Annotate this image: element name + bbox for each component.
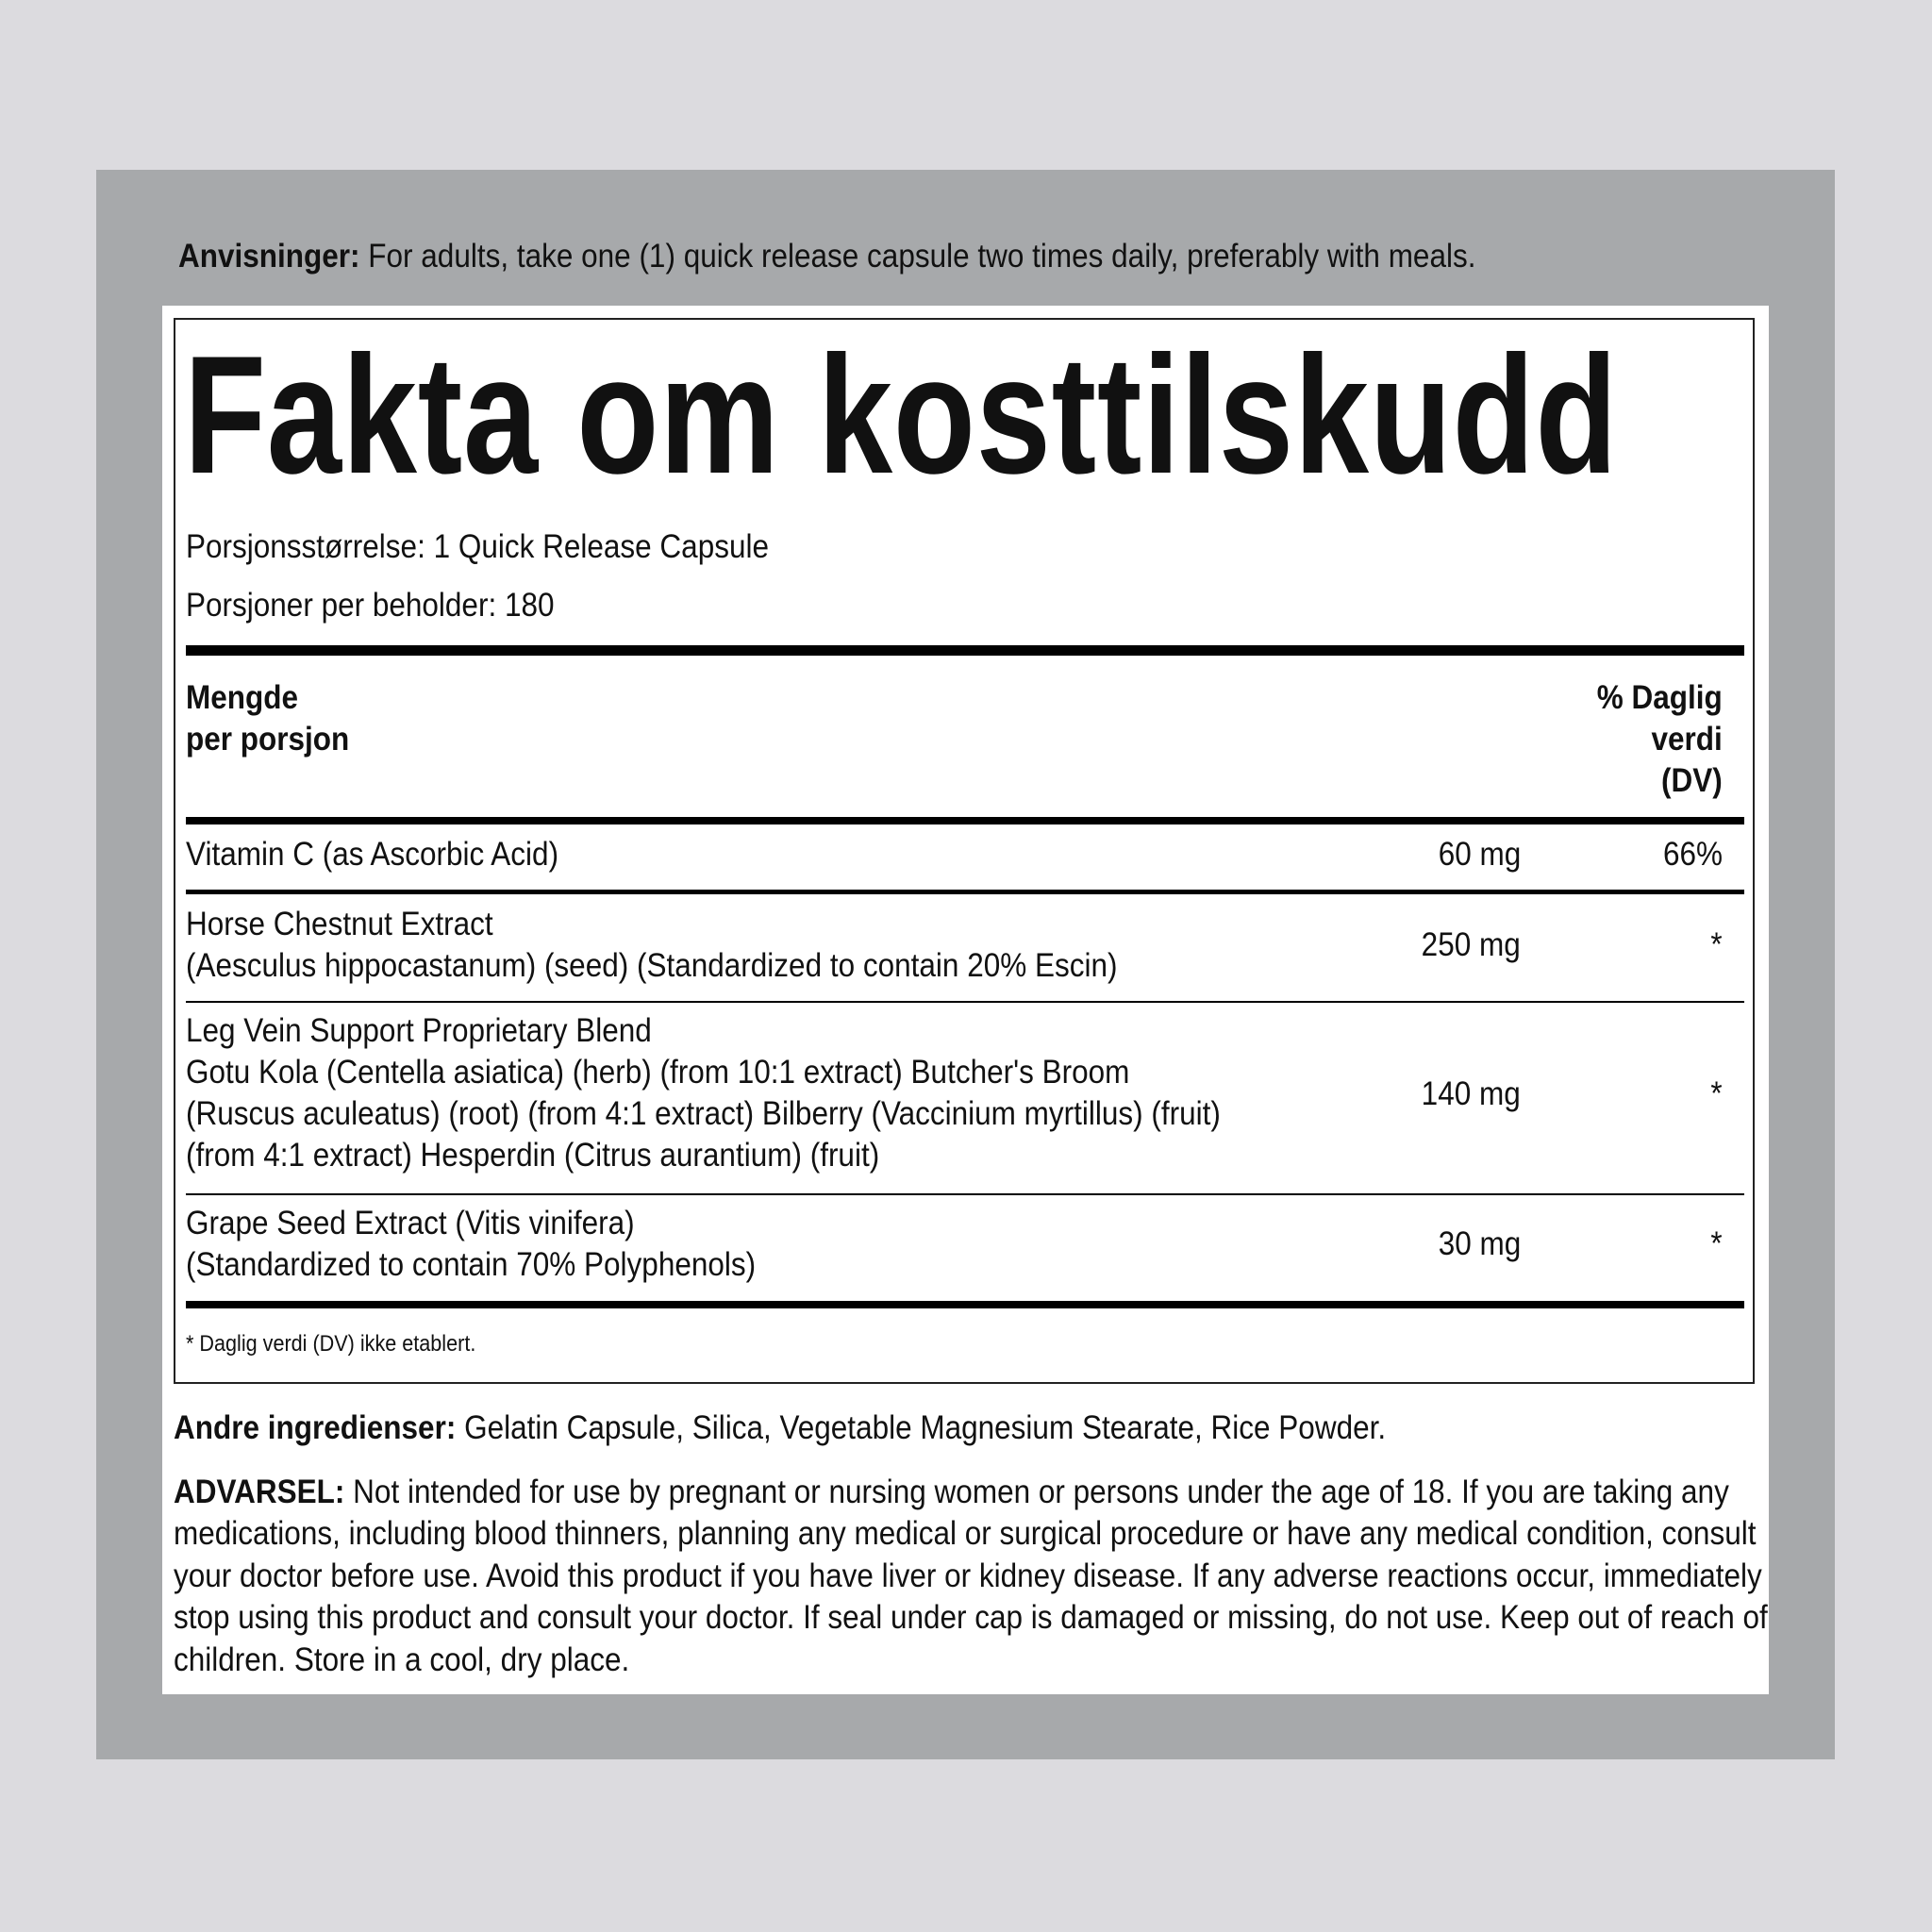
directions (178, 236, 1475, 277)
thick-divider (186, 817, 1744, 824)
ingredient-name: Leg Vein Support Proprietary Blend Gotu Kola (Centella asiatica) (herb) (from 10:1 extract) Butcher's Broom (Ruscus aculeatus) (root) (from 4:1 extract) Bilberry (Vaccinium myrtillus) (fruit) (from 4:1 extract) Hesperdin (Citrus aurantium) (fruit) (186, 1012, 1221, 1174)
directions-label: Anvisninger: (178, 238, 360, 275)
ingredient-amount: 60 mg (1438, 836, 1521, 873)
ingredient-amount: 140 mg (1421, 1075, 1521, 1112)
other-ingredients: Andre ingredienser: Gelatin Capsule, Silica, Vegetable Magnesium Stearate, Rice Powder. (174, 1409, 1387, 1446)
facts-title: Fakta om kosttilskudd (184, 321, 1619, 508)
divider (186, 890, 1744, 894)
ingredient-dv: * (1710, 926, 1723, 963)
ingredient-name: Grape Seed Extract (Vitis vinifera) (Standardized to contain 70% Polyphenols) (186, 1205, 757, 1283)
footnote: * Daglig verdi (DV) ikke etablert. (186, 1331, 476, 1357)
servings-per-container: Porsjoner per beholder: 180 (186, 587, 555, 624)
warning: ADVARSEL: Not intended for use by pregnant or nursing women or persons under the age of 18. If you are taking any medications, including blood thinners, planning any medical or surgical procedure or have any medical condition, consult your doctor before use. Avoid this product if you have liver or kidney disease. If any adverse reactions occur, immediately stop using this product and consult your doctor. If seal under cap is damaged or missing, do not use. Keep out of reach of children. Store in a cool, dry place. (174, 1474, 1768, 1678)
ingredient-name: Horse Chestnut Extract (Aesculus hippocastanum) (seed) (Standardized to contain 20% Escin) (186, 906, 1118, 984)
directions-text: For adults, take one (1) quick release capsule two times daily, preferably with meals. (359, 238, 1476, 275)
serving-size: Porsjonsstørrelse: 1 Quick Release Capsule (186, 528, 770, 565)
ingredient-dv: * (1710, 1075, 1723, 1112)
ingredient-dv: 66% (1662, 836, 1723, 873)
header-dv: % Daglig verdi (DV) (1596, 679, 1723, 799)
thick-divider (186, 645, 1744, 656)
ingredient-amount: 250 mg (1421, 926, 1521, 963)
header-amount: Mengde per porsjon (186, 679, 350, 758)
thick-divider (186, 1301, 1744, 1308)
ingredient-amount: 30 mg (1438, 1225, 1521, 1262)
divider (186, 1193, 1744, 1195)
ingredient-name: Vitamin C (as Ascorbic Acid) (186, 836, 559, 873)
ingredient-dv: * (1710, 1225, 1723, 1262)
divider (186, 1001, 1744, 1003)
